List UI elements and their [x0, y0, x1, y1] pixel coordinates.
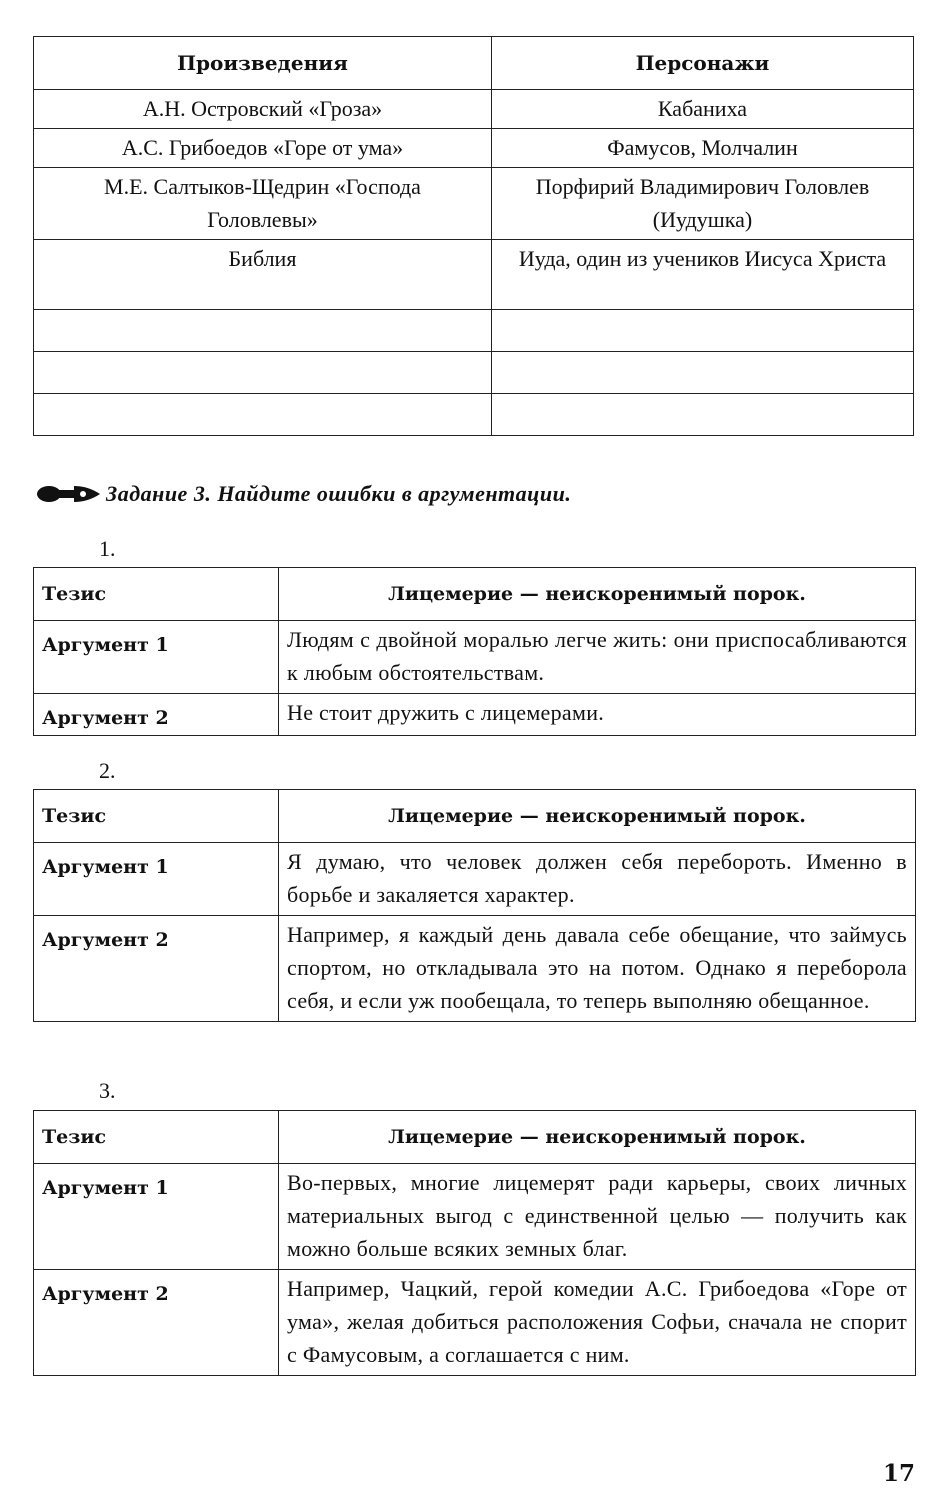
work-cell: А.Н. Островский «Гроза»: [34, 90, 492, 129]
table-row: [34, 90, 914, 129]
thesis-text: Лицемерие — неискоренимый порок.: [279, 790, 916, 843]
thesis-text: Лицемерие — неискоренимый порок.: [279, 1111, 916, 1164]
argument-row: [34, 843, 916, 916]
table-row: [34, 129, 914, 168]
empty-table-row: [34, 352, 914, 394]
argument-label: Аргумент 1: [34, 843, 279, 916]
argument-text: Например, Чацкий, герой комедии А.С. Грибоедова «Горе от ума», желая добиться расположения Софьи, сначала не спорит с Фамусовым, а соглашается с ним.: [279, 1270, 916, 1376]
empty-table-row: [34, 394, 914, 436]
character-cell: Кабаниха: [492, 90, 914, 129]
empty-character-cell[interactable]: [492, 310, 914, 352]
column-header-characters: Персонажи: [492, 37, 914, 90]
page-number: 17: [882, 1460, 915, 1487]
character-cell: Фамусов, Молчалин: [492, 129, 914, 168]
argument-text: Во-первых, многие лицемерят ради карьеры, своих личных материальных выгод с единственной целью — получить как можно больше всяких земных благ.: [279, 1164, 916, 1270]
argument-table: [33, 789, 916, 1022]
thesis-row: [34, 568, 916, 621]
argument-label: Аргумент 1: [34, 1164, 279, 1270]
empty-work-cell[interactable]: [34, 394, 492, 436]
argument-text: Я думаю, что человек должен себя перебороть. Именно в борьбе и закаляется характер.: [279, 843, 916, 916]
empty-work-cell[interactable]: [34, 352, 492, 394]
column-header-works: Произведения: [34, 37, 492, 90]
thesis-label: Тезис: [34, 1111, 279, 1164]
thesis-text: Лицемерие — неискоренимый порок.: [279, 568, 916, 621]
task-heading: [36, 481, 571, 507]
character-cell: Порфирий Владимирович Головлев (Иудушка): [492, 168, 914, 240]
argument-row: [34, 694, 916, 736]
thesis-row: [34, 1111, 916, 1164]
argument-row: [34, 1164, 916, 1270]
thesis-label: Тезис: [34, 790, 279, 843]
table-row: [34, 240, 914, 310]
works-characters-table: [33, 36, 914, 436]
argument-row: [34, 1270, 916, 1376]
argument-text: Людям с двойной моралью легче жить: они приспосабливаются к любым обстоятельствам.: [279, 621, 916, 694]
empty-character-cell[interactable]: [492, 352, 914, 394]
argument-table: [33, 1110, 916, 1376]
argument-row: [34, 916, 916, 1022]
argument-table: [33, 567, 916, 736]
empty-table-row: [34, 310, 914, 352]
work-cell: А.С. Грибоедов «Горе от ума»: [34, 129, 492, 168]
character-cell: Иуда, один из учеников Иисуса Христа: [492, 240, 914, 310]
pen-nib-icon: [36, 483, 102, 505]
argument-label: Аргумент 2: [34, 916, 279, 1022]
block-number: 1.: [99, 536, 116, 561]
argument-text: Не стоит дружить с лицемерами.: [279, 694, 916, 736]
argument-text: Например, я каждый день давала себе обещание, что займусь спортом, но откладывала это на потом. Однако я переборола себя, и если уж пообещала, то теперь выполняю обещанное.: [279, 916, 916, 1022]
argument-row: [34, 621, 916, 694]
work-cell: М.Е. Салтыков-Щедрин «Господа Головлевы»: [34, 168, 492, 240]
table-row: [34, 168, 914, 240]
work-cell: Библия: [34, 240, 492, 310]
block-number: 2.: [99, 758, 116, 783]
empty-work-cell[interactable]: [34, 310, 492, 352]
argument-label: Аргумент 1: [34, 621, 279, 694]
argument-label: Аргумент 2: [34, 694, 279, 736]
block-number: 3.: [99, 1078, 116, 1103]
table-header-row: [34, 37, 914, 90]
thesis-label: Тезис: [34, 568, 279, 621]
thesis-row: [34, 790, 916, 843]
argument-label: Аргумент 2: [34, 1270, 279, 1376]
task-title: Задание 3. Найдите ошибки в аргументации.: [106, 481, 572, 506]
empty-character-cell[interactable]: [492, 394, 914, 436]
